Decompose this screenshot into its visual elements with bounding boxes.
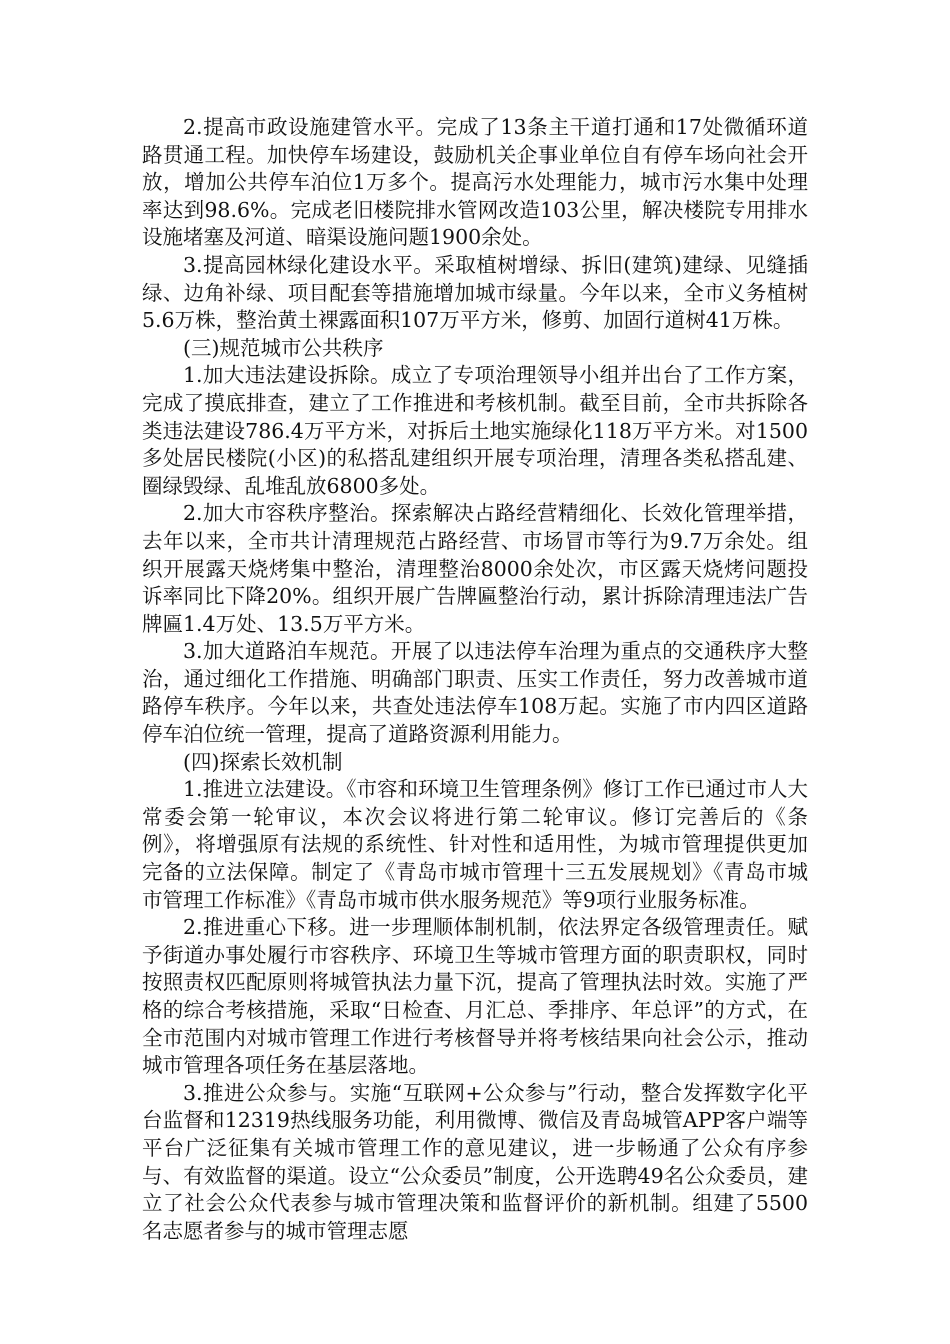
- paragraph-public-participation: 3.推进公众参与。实施“互联网+公众参与”行动，整合发挥数字化平台监督和12319热线服务功能，利用微博、微信及青岛城管APP客户端等平台广泛征集有关城市管理工作的意见建议，进一步畅通了公众有序参与、有效监督的渠道。设立“公众委员”制度，公开选聘49名公众委员，建立了社会公众代表参与城市管理决策和监督评价的新机制。组建了5500名志愿者参与的城市管理志愿: [142, 1080, 808, 1243]
- paragraph-illegal-construction: 1.加大违法建设拆除。成立了专项治理领导小组并出台了工作方案，完成了摸底排查，建立了工作推进和考核机制。截至目前，全市共拆除各类违法建设786.4万平方米，对拆后土地实施绿化118万平方米。对1500多处居民楼院(小区)的私搭乱建组织开展专项治理，清理各类私搭乱建、圈绿毁绿、乱堆乱放6800多处。: [142, 363, 808, 498]
- section-heading-public-order: (三)规范城市公共秩序: [183, 335, 384, 360]
- paragraph-decentralization: 2.推进重心下移。进一步理顺体制机制，依法界定各级管理责任。赋予街道办事处履行市容秩序、环境卫生等城市管理方面的职责职权，同时按照责权匹配原则将城管执法力量下沉，提高了管理执法时效。实施了严格的综合考核措施，采取“日检查、月汇总、季排序、年总评”的方式，在全市范围内对城市管理工作进行考核督导并将考核结果向社会公示，推动城市管理各项任务在基层落地。: [142, 915, 808, 1078]
- paragraph-legislation: 1.推进立法建设。《市容和环境卫生管理条例》修订工作已通过市人大常委会第一轮审议，本次会议将进行第二轮审议。修订完善后的《条例》，将增强原有法规的系统性、针对性和适用性，为城市管理提供更加完备的立法保障。制定了《青岛市城市管理十三五发展规划》《青岛市城市管理工作标准》《青岛市城市供水服务规范》等9项行业服务标准。: [142, 777, 808, 912]
- paragraph-road-parking: 3.加大道路泊车规范。开展了以违法停车治理为重点的交通秩序大整治，通过细化工作措施、明确部门职责、压实工作责任，努力改善城市道路停车秩序。今年以来，共查处违法停车108万起。实施了市内四区道路停车泊位统一管理，提高了道路资源利用能力。: [142, 639, 808, 747]
- section-heading-long-term-mechanism: (四)探索长效机制: [183, 749, 343, 774]
- document-body: [142, 114, 808, 1245]
- paragraph-municipal-facilities: 2.提高市政设施建管水平。完成了13条主干道打通和17处微循环道路贯通工程。加快停车场建设，鼓励机关企事业单位自有停车场向社会开放，增加公共停车泊位1万多个。提高污水处理能力，城市污水集中处理率达到98.6%。完成老旧楼院排水管网改造103公里，解决楼院专用排水设施堵塞及河道、暗渠设施问题1900余处。: [142, 115, 808, 250]
- paragraph-landscaping: 3.提高园林绿化建设水平。采取植树增绿、拆旧(建筑)建绿、见缝插绿、边角补绿、项目配套等措施增加城市绿量。今年以来，全市义务植树5.6万株，整治黄土裸露面积107万平方米，修剪、加固行道树41万株。: [142, 252, 808, 333]
- paragraph-city-appearance: 2.加大市容秩序整治。探索解决占路经营精细化、长效化管理举措，去年以来，全市共计清理规范占路经营、市场冒市等行为9.7万余处。组织开展露天烧烤集中整治，清理整治8000余处次，市区露天烧烤问题投诉率同比下降20%。组织开展广告牌匾整治行动，累计拆除清理违法广告牌匾1.4万处、13.5万平方米。: [142, 501, 808, 636]
